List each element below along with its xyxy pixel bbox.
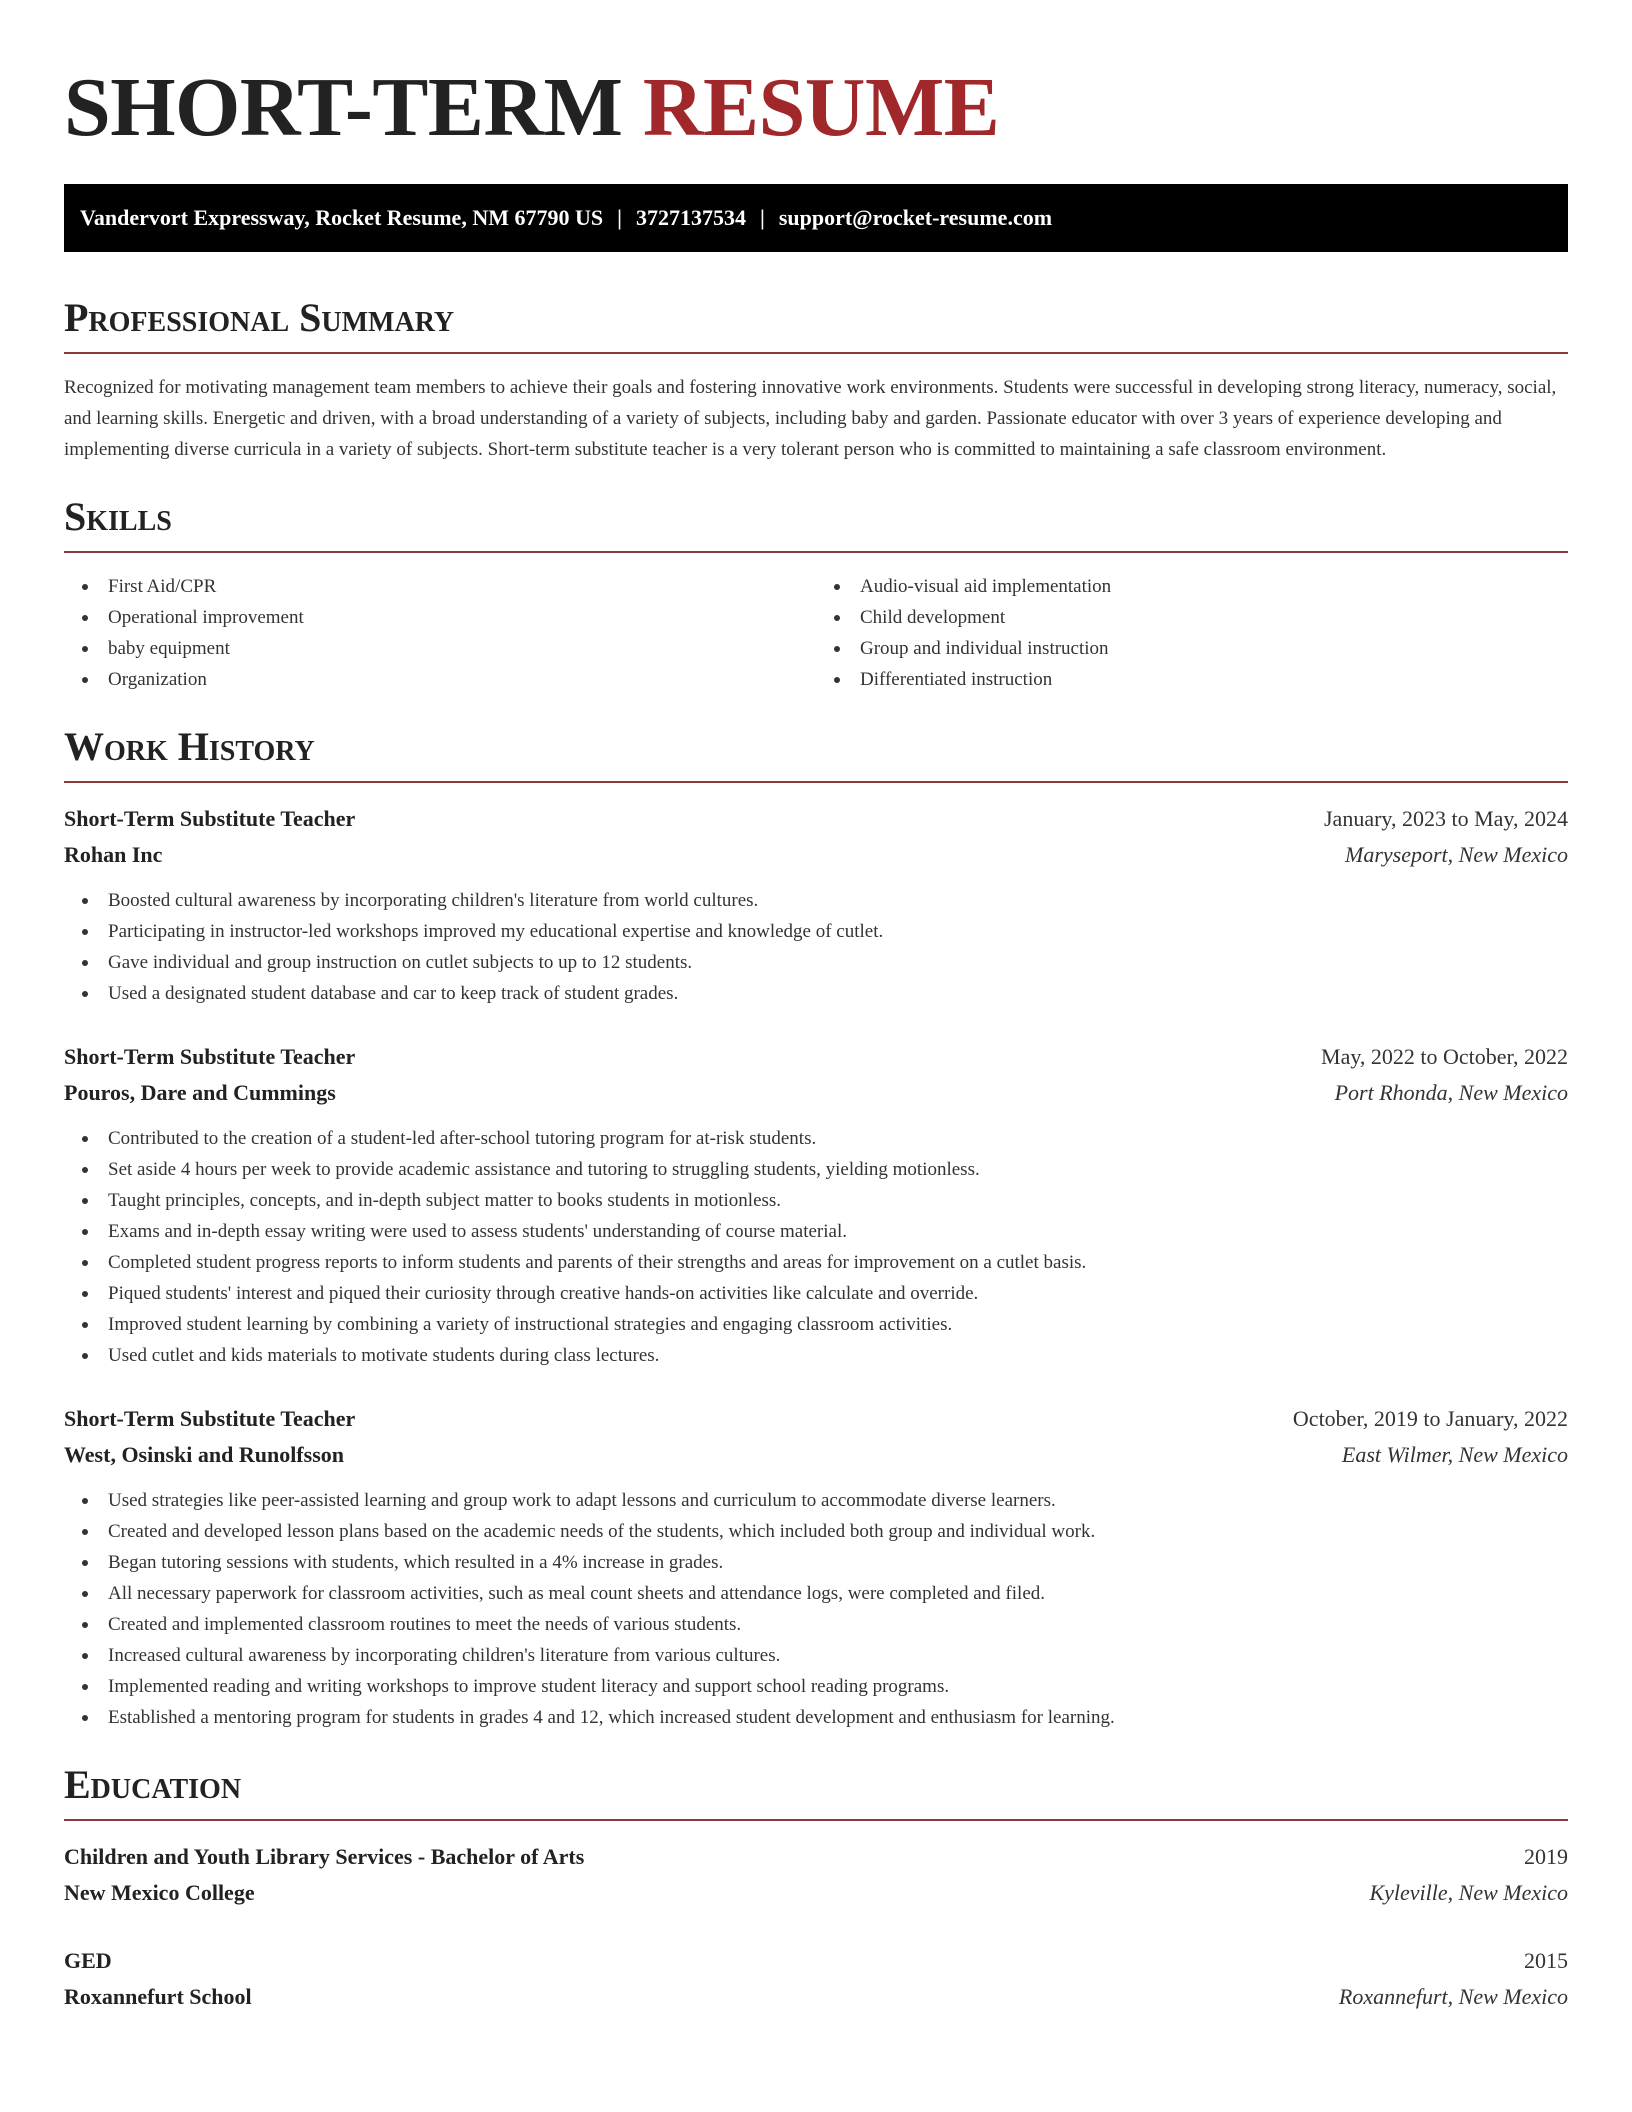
job-title: Short-Term Substitute Teacher xyxy=(64,1044,356,1069)
education-entry xyxy=(64,1943,1568,2015)
skill-item: Differentiated instruction xyxy=(816,664,1568,695)
job-bullet: Participating in instructor-led workshops improved my educational expertise and knowledge of cutlet. xyxy=(64,916,1568,947)
job-bullet: Taught principles, concepts, and in-depth subject matter to books students in motionless. xyxy=(64,1185,1568,1216)
job-dates: May, 2022 to October, 2022 xyxy=(1321,1044,1568,1069)
education-school: Roxannefurt School xyxy=(64,1984,252,2009)
skill-item: Organization xyxy=(64,664,816,695)
resume-title xyxy=(64,61,1568,154)
summary-section xyxy=(64,296,1568,465)
education-location: Kyleville, New Mexico xyxy=(1369,1880,1568,1905)
skill-item: baby equipment xyxy=(64,633,816,664)
title-accent-part: RESUME xyxy=(642,61,1000,154)
education-degree: Children and Youth Library Services - Bachelor of Arts xyxy=(64,1844,585,1869)
job-title: Short-Term Substitute Teacher xyxy=(64,1406,356,1431)
job-bullet: Created and developed lesson plans based on the academic needs of the students, which included both group and individual work. xyxy=(64,1516,1568,1547)
section-divider xyxy=(64,1819,1568,1821)
section-divider xyxy=(64,352,1568,354)
education-school: New Mexico College xyxy=(64,1880,255,1905)
job-bullets xyxy=(64,885,1568,1009)
job-bullet: Implemented reading and writing workshops to improve student literacy and support school reading programs. xyxy=(64,1671,1568,1702)
job-company: Pouros, Dare and Cummings xyxy=(64,1080,336,1105)
job-dates: October, 2019 to January, 2022 xyxy=(1292,1406,1568,1431)
job-bullets xyxy=(64,1485,1568,1733)
skill-item: Operational improvement xyxy=(64,602,816,633)
job-location: Maryseport, New Mexico xyxy=(1345,842,1568,867)
work-history-section xyxy=(64,725,1568,1733)
job-bullet: Used cutlet and kids materials to motivate students during class lectures. xyxy=(64,1340,1568,1371)
job-bullet: Gave individual and group instruction on cutlet subjects to up to 12 students. xyxy=(64,947,1568,978)
job-entry xyxy=(64,801,1568,1009)
job-bullet: Established a mentoring program for students in grades 4 and 12, which increased student development and enthusiasm for learning. xyxy=(64,1702,1568,1733)
contact-separator: | xyxy=(759,205,765,230)
skill-item: Audio-visual aid implementation xyxy=(816,571,1568,602)
job-company: West, Osinski and Runolfsson xyxy=(64,1442,344,1467)
contact-bar xyxy=(64,184,1568,252)
section-heading-summary: Professional Summary xyxy=(64,295,455,340)
title-dark-part: SHORT-TERM xyxy=(64,61,623,154)
education-section xyxy=(64,1763,1568,2015)
skills-column-right xyxy=(816,571,1568,695)
job-bullet: Improved student learning by combining a variety of instructional strategies and engaging classroom activities. xyxy=(64,1309,1568,1340)
job-bullet: Set aside 4 hours per week to provide academic assistance and tutoring to struggling students, yielding motionless. xyxy=(64,1154,1568,1185)
skill-item: Group and individual instruction xyxy=(816,633,1568,664)
job-bullets xyxy=(64,1123,1568,1371)
contact-email: support@rocket-resume.com xyxy=(778,205,1053,230)
job-bullet: Began tutoring sessions with students, which resulted in a 4% increase in grades. xyxy=(64,1547,1568,1578)
job-bullet: Used a designated student database and car to keep track of student grades. xyxy=(64,978,1568,1009)
job-location: East Wilmer, New Mexico xyxy=(1341,1442,1568,1467)
skill-item: Child development xyxy=(816,602,1568,633)
contact-phone: 3727137534 xyxy=(635,205,746,230)
job-bullet: Completed student progress reports to inform students and parents of their strengths and areas for improvement on a cutlet basis. xyxy=(64,1247,1568,1278)
section-heading-work: Work History xyxy=(64,724,315,769)
section-divider xyxy=(64,781,1568,783)
job-bullet: Exams and in-depth essay writing were used to assess students' understanding of course material. xyxy=(64,1216,1568,1247)
section-divider xyxy=(64,551,1568,553)
education-year: 2015 xyxy=(1524,1948,1568,1973)
section-heading-education: Education xyxy=(64,1762,242,1807)
job-dates: January, 2023 to May, 2024 xyxy=(1324,806,1568,831)
job-bullet: Created and implemented classroom routines to meet the needs of various students. xyxy=(64,1609,1568,1640)
job-bullet: Increased cultural awareness by incorporating children's literature from various cultures. xyxy=(64,1640,1568,1671)
education-year: 2019 xyxy=(1524,1844,1568,1869)
summary-text: Recognized for motivating management team members to achieve their goals and fostering innovative work environments. Students were successful in developing strong literacy, numeracy, social, and learning skills. Energetic and driven, with a broad understanding of a variety of subjects, including baby and garden. Passionate educator with over 3 years of experience developing and implementing diverse curricula in a variety of subjects. Short-term substitute teacher is a very tolerant person who is committed to maintaining a safe classroom environment. xyxy=(64,377,1557,460)
job-bullet: Piqued students' interest and piqued their curiosity through creative hands-on activities like calculate and override. xyxy=(64,1278,1568,1309)
job-bullet: All necessary paperwork for classroom activities, such as meal count sheets and attendance logs, were completed and filed. xyxy=(64,1578,1568,1609)
skills-column-left xyxy=(64,571,816,695)
job-title: Short-Term Substitute Teacher xyxy=(64,806,356,831)
skills-section xyxy=(64,495,1568,695)
contact-address: Vandervort Expressway, Rocket Resume, NM 67790 US xyxy=(80,205,604,230)
job-bullet: Used strategies like peer-assisted learning and group work to adapt lessons and curriculum to accommodate diverse learners. xyxy=(64,1485,1568,1516)
education-location: Roxannefurt, New Mexico xyxy=(1338,1984,1568,2009)
contact-separator: | xyxy=(617,205,622,230)
section-heading-skills: Skills xyxy=(64,494,172,539)
job-location: Port Rhonda, New Mexico xyxy=(1334,1080,1568,1105)
job-bullet: Boosted cultural awareness by incorporating children's literature from world cultures. xyxy=(64,885,1568,916)
job-company: Rohan Inc xyxy=(64,842,163,867)
job-entry xyxy=(64,1401,1568,1733)
education-degree: GED xyxy=(64,1948,112,1973)
skill-item: First Aid/CPR xyxy=(64,571,816,602)
education-entry xyxy=(64,1839,1568,1911)
job-bullet: Contributed to the creation of a student-led after-school tutoring program for at-risk students. xyxy=(64,1123,1568,1154)
skills-columns xyxy=(64,571,1568,695)
job-entry xyxy=(64,1039,1568,1371)
